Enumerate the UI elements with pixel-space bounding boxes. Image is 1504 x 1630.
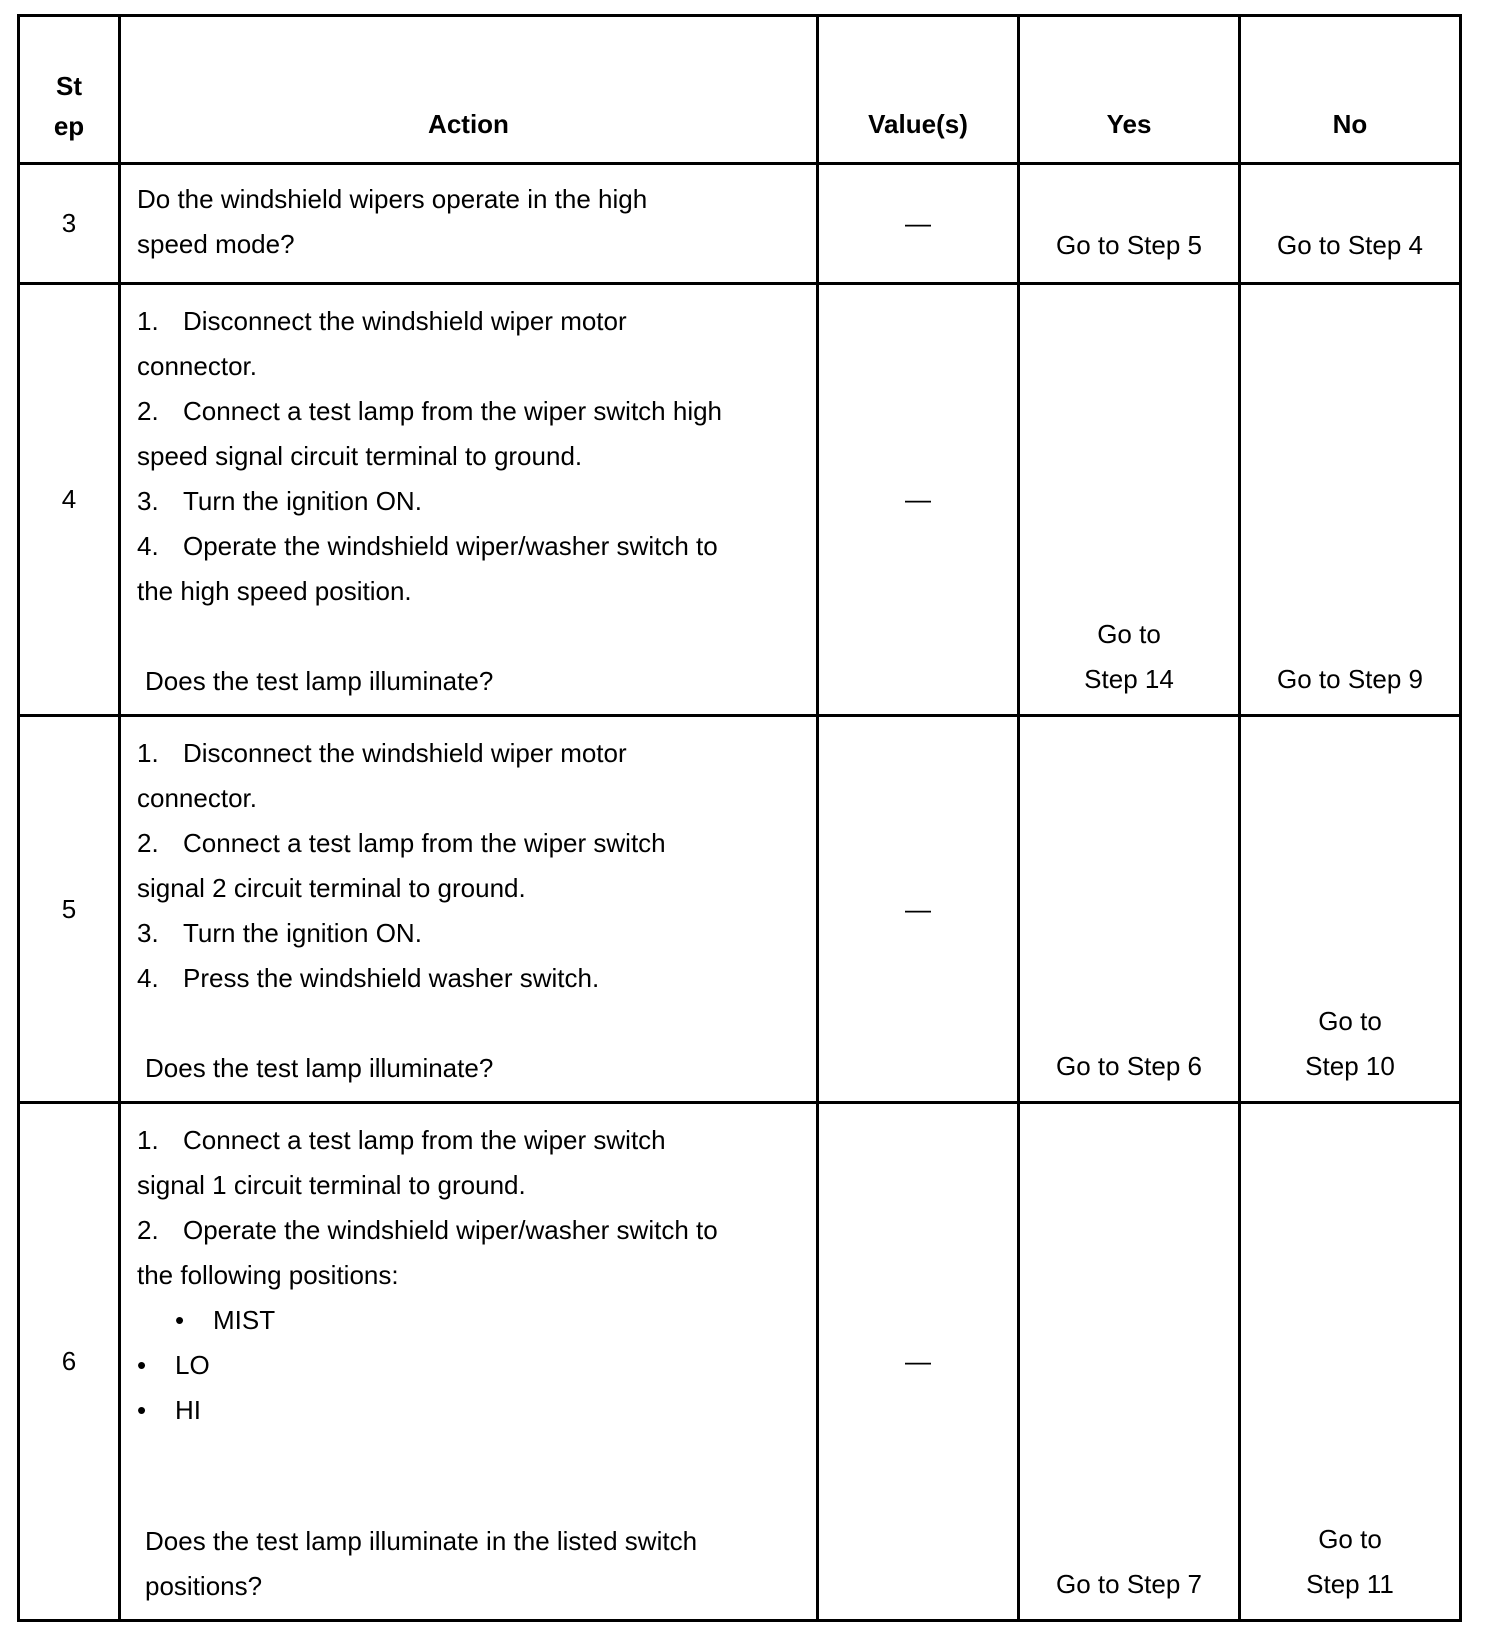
no-cell (1240, 164, 1461, 284)
yes-cell (1019, 1103, 1240, 1621)
action-question: Does the test lamp illuminate? (145, 666, 494, 696)
value-cell: — (818, 284, 1019, 716)
yes-text: Go to Step 5 (1056, 230, 1202, 260)
action-step: 3. Turn the ignition ON. (137, 918, 422, 948)
table-row (19, 164, 1461, 284)
bullet-icon: • (137, 1350, 147, 1380)
header-no: No (1240, 16, 1461, 164)
action-step: 1. Disconnect the windshield wiper motor connector. (137, 306, 627, 381)
position-list (137, 1298, 806, 1433)
step-number: 4 (19, 284, 120, 716)
list-item: • HI (137, 1388, 806, 1433)
action-step: 4. Press the windshield washer switch. (137, 963, 600, 993)
no-text: Go to Step 4 (1277, 230, 1423, 260)
action-question: Does the test lamp illuminate? (145, 1053, 494, 1083)
no-cell (1240, 1103, 1461, 1621)
yes-text: Go to Step 7 (1056, 1569, 1202, 1599)
table-row (19, 1103, 1461, 1621)
yes-cell (1019, 716, 1240, 1103)
action-cell (120, 1103, 818, 1621)
action-step: 1. Connect a test lamp from the wiper switch signal 1 circuit terminal to ground. (137, 1125, 666, 1200)
no-text: Go to Step 9 (1277, 664, 1423, 694)
action-step: 4. Operate the windshield wiper/washer switch to the high speed position. (137, 531, 718, 606)
action-step: 2. Connect a test lamp from the wiper switch high speed signal circuit terminal to ground. (137, 396, 723, 471)
action-cell (120, 164, 818, 284)
value-cell: — (818, 1103, 1019, 1621)
yes-cell (1019, 284, 1240, 716)
header-action: Action (120, 16, 818, 164)
action-text: Do the windshield wipers operate in the high speed mode? (137, 184, 648, 259)
diagnostic-table (17, 14, 1462, 1622)
yes-text: Go to Step 6 (1056, 1051, 1202, 1081)
step-number: 5 (19, 716, 120, 1103)
header-step: St ep (19, 16, 120, 164)
table-row (19, 716, 1461, 1103)
value-cell: — (818, 164, 1019, 284)
yes-text: Go to Step 14 (1084, 619, 1174, 694)
bullet-icon: • (137, 1395, 147, 1425)
step-number: 3 (19, 164, 120, 284)
action-step: 3. Turn the ignition ON. (137, 486, 422, 516)
step-number: 6 (19, 1103, 120, 1621)
action-question: Does the test lamp illuminate in the listed switch positions? (145, 1526, 698, 1601)
yes-cell (1019, 164, 1240, 284)
header-row (19, 16, 1461, 164)
no-text: Go to Step 10 (1305, 1006, 1395, 1081)
no-cell (1240, 284, 1461, 716)
action-cell (120, 716, 818, 1103)
header-yes: Yes (1019, 16, 1240, 164)
list-item: • LO (137, 1343, 806, 1388)
bullet-icon: • (175, 1305, 185, 1335)
no-cell (1240, 716, 1461, 1103)
table-row (19, 284, 1461, 716)
action-step: 2. Operate the windshield wiper/washer switch to the following positions: (137, 1215, 718, 1290)
no-text: Go to Step 11 (1306, 1524, 1394, 1599)
list-item: • MIST (137, 1298, 806, 1343)
action-step: 2. Connect a test lamp from the wiper switch signal 2 circuit terminal to ground. (137, 828, 666, 903)
action-step: 1. Disconnect the windshield wiper motor connector. (137, 738, 627, 813)
action-cell (120, 284, 818, 716)
value-cell: — (818, 716, 1019, 1103)
header-values: Value(s) (818, 16, 1019, 164)
